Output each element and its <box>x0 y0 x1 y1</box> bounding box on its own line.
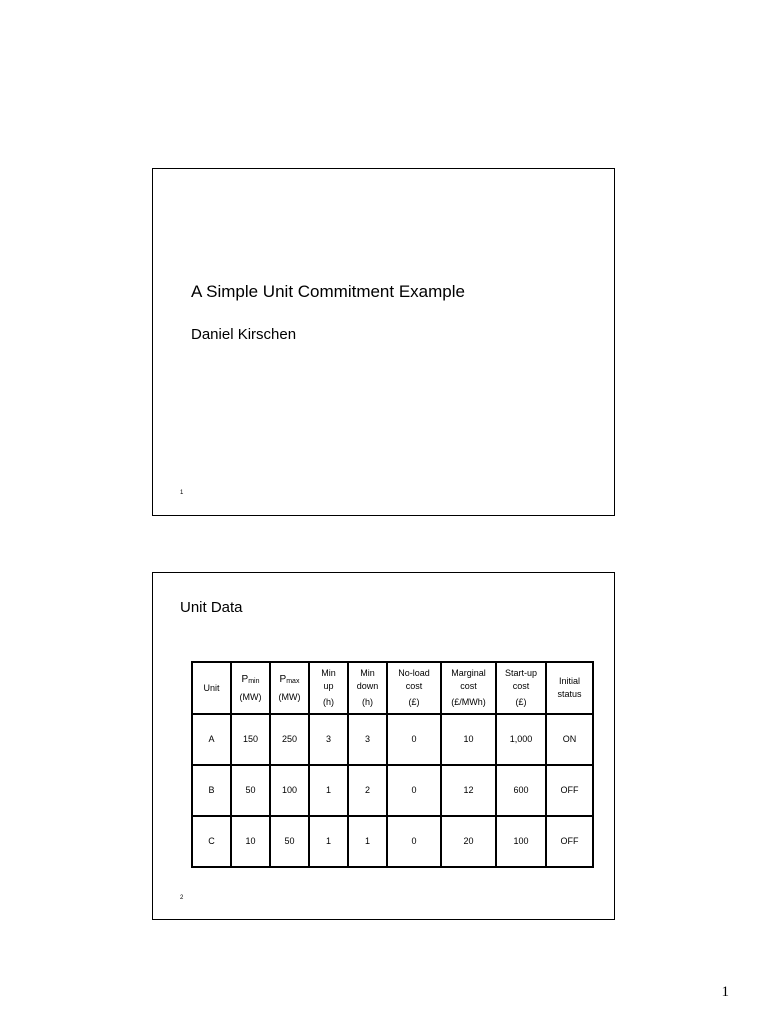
table-cell: 250 <box>270 714 309 765</box>
table-cell: 1,000 <box>496 714 546 765</box>
table-header-cell: Unit <box>192 662 231 714</box>
table-cell: 0 <box>387 714 441 765</box>
slide-title: A Simple Unit Commitment Example <box>191 282 465 301</box>
table-cell: 10 <box>441 714 496 765</box>
table-header-cell: Min up (h) <box>309 662 348 714</box>
slide-2 <box>152 572 615 920</box>
table-header-cell: Min down (h) <box>348 662 387 714</box>
table-header-cell: Pmin (MW) <box>231 662 270 714</box>
table-cell: 50 <box>270 816 309 867</box>
table-row <box>192 816 593 867</box>
slide-number: 1 <box>180 490 184 496</box>
slide-author: Daniel Kirschen <box>191 326 297 343</box>
slide-title: Unit Data <box>180 599 243 616</box>
table-cell: 600 <box>496 765 546 816</box>
table-cell: OFF <box>546 765 593 816</box>
table-header-cell: No-load cost (£) <box>387 662 441 714</box>
table-cell: B <box>192 765 231 816</box>
table-cell: 1 <box>309 765 348 816</box>
table-cell: 0 <box>387 816 441 867</box>
page-number: 1 <box>721 984 729 1000</box>
table-cell: 3 <box>348 714 387 765</box>
table-row <box>192 765 593 816</box>
table-header-cell: Initial status <box>546 662 593 714</box>
table-cell: 20 <box>441 816 496 867</box>
table-header-cell: Marginal cost (£/MWh) <box>441 662 496 714</box>
table-cell: 100 <box>496 816 546 867</box>
table-cell: 100 <box>270 765 309 816</box>
slide-number: 2 <box>180 895 184 901</box>
table-cell: 50 <box>231 765 270 816</box>
slide-1 <box>152 168 615 516</box>
table-header-row <box>192 662 593 714</box>
table-cell: 12 <box>441 765 496 816</box>
table-header-cell: Start-up cost (£) <box>496 662 546 714</box>
table-cell: 1 <box>348 816 387 867</box>
table-cell: ON <box>546 714 593 765</box>
table-cell: 10 <box>231 816 270 867</box>
table-cell: OFF <box>546 816 593 867</box>
table-cell: A <box>192 714 231 765</box>
table-cell: C <box>192 816 231 867</box>
table-cell: 0 <box>387 765 441 816</box>
table-cell: 3 <box>309 714 348 765</box>
table-row <box>192 714 593 765</box>
unit-data-table <box>191 661 594 868</box>
table-cell: 150 <box>231 714 270 765</box>
table-cell: 1 <box>309 816 348 867</box>
table-cell: 2 <box>348 765 387 816</box>
table-header-cell: Pmax (MW) <box>270 662 309 714</box>
